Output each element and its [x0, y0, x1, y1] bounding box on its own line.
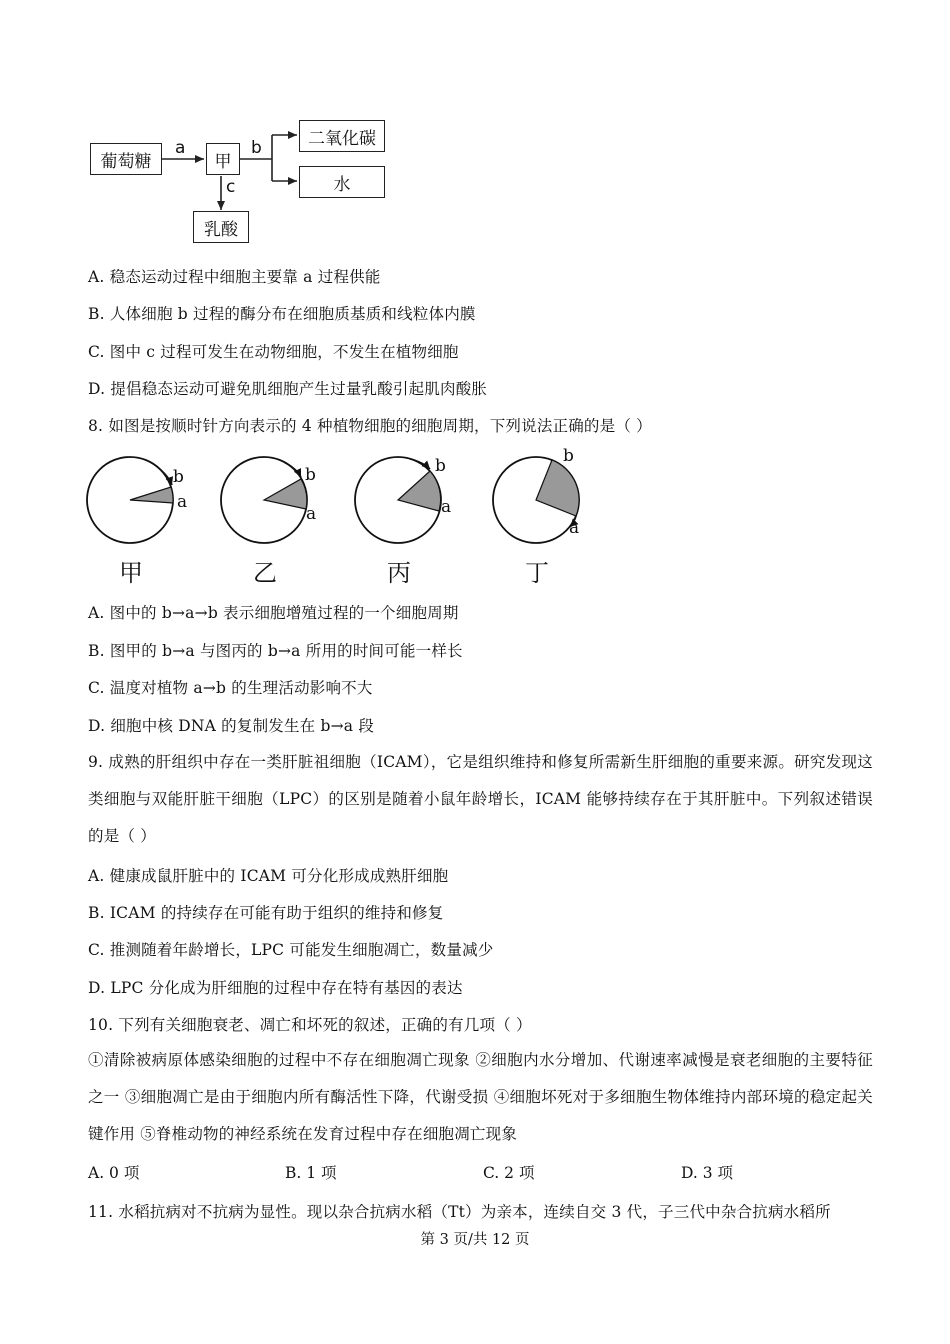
water-box: 水 [299, 166, 385, 198]
q11-stem: 11. 水稻抗病对不抗病为显性。现以杂合抗病水稻（Tt）为亲本，连续自交 3 代，子三代中杂合抗病水稻所 [88, 1203, 831, 1221]
glucose-box: 葡萄糖 [90, 143, 162, 175]
wheel-yi-label-b: b [305, 465, 316, 485]
wheel-yi-sector [264, 479, 307, 509]
q10-option-a: A. 0 项 [88, 1164, 140, 1182]
wheel-jia-label-a: a [177, 492, 188, 512]
q9-option-a: A. 健康成鼠肝脏中的 ICAM 可分化形成成熟肝细胞 [88, 867, 449, 885]
q7-option-d: D. 提倡稳态运动可避免肌细胞产生过量乳酸引起肌肉酸胀 [88, 380, 488, 398]
wheel-yi-name: 乙 [253, 559, 277, 587]
wheel-ding-label-a: a [569, 518, 580, 538]
q9-option-d: D. LPC 分化成为肝细胞的过程中存在特有基因的表达 [88, 979, 463, 997]
lactic-acid-box: 乳酸 [193, 211, 249, 243]
wheel-jia-sector [130, 487, 173, 503]
wheel-bing-label-a: a [441, 497, 452, 517]
q7-option-b: B. 人体细胞 b 过程的酶分布在细胞质基质和线粒体内膜 [88, 305, 476, 323]
wheel-bing-sector [398, 471, 441, 511]
q8-option-a: A. 图中的 b→a→b 表示细胞增殖过程的一个细胞周期 [88, 604, 459, 622]
co2-box: 二氧化碳 [299, 120, 385, 152]
q8-stem: 8. 如图是按顺时针方向表示的 4 种植物细胞的细胞周期，下列说法正确的是（ ） [88, 417, 652, 435]
q10-option-d: D. 3 项 [681, 1164, 734, 1182]
q9-option-c: C. 推测随着年龄增长，LPC 可能发生细胞凋亡，数量减少 [88, 941, 494, 959]
page-footer: 第 3 页/共 12 页 [420, 1232, 530, 1248]
cell-cycle-wheels [0, 0, 950, 600]
wheel-ding-label-b: b [563, 446, 574, 466]
arrow-label-a: a [175, 138, 186, 158]
q8-option-b: B. 图甲的 b→a 与图丙的 b→a 所用的时间可能一样长 [88, 642, 463, 660]
q10-statements: ①清除被病原体感染细胞的过程中不存在细胞凋亡现象 ②细胞内水分增加、代谢速率减慢是衰老细胞的主要特征之一 ③细胞凋亡是由于细胞内所有酶活性下降，代谢受损 ④细胞坏死对于多细胞生物体维持内部环境的稳定起关键作用 ⑤脊椎动物的神经系统在发育过程中存在细胞凋亡现象 [88, 1051, 873, 1143]
q9-stem: 9. 成熟的肝组织中存在一类肝脏祖细胞（ICAM），它是组织维持和修复所需新生肝细胞的重要来源。研究发现这类细胞与双能肝脏干细胞（LPC）的区别是随着小鼠年龄增长，ICAM 能够持续存在于其肝脏中。下列叙述错误的是（ ） [88, 753, 873, 845]
q8-option-d: D. 细胞中核 DNA 的复制发生在 b→a 段 [88, 717, 375, 735]
q7-option-c: C. 图中 c 过程可发生在动物细胞，不发生在植物细胞 [88, 343, 459, 361]
q9-option-b: B. ICAM 的持续存在可能有助于组织的维持和修复 [88, 904, 444, 922]
wheel-jia-label-b: b [173, 467, 184, 487]
q10-stem: 10. 下列有关细胞衰老、凋亡和坏死的叙述，正确的有几项（ ） [88, 1016, 532, 1034]
wheel-yi-label-a: a [306, 504, 317, 524]
wheel-bing-label-b: b [435, 456, 446, 476]
q8-option-c: C. 温度对植物 a→b 的生理活动影响不大 [88, 679, 373, 697]
q10-option-b: B. 1 项 [285, 1164, 337, 1182]
wheel-jia-name: 甲 [119, 559, 143, 587]
q7-option-a: A. 稳态运动过程中细胞主要靠 a 过程供能 [88, 268, 381, 286]
wheel-ding-name: 丁 [525, 559, 549, 587]
arrow-label-b: b [251, 138, 262, 158]
q10-option-c: C. 2 项 [483, 1164, 535, 1182]
wheel-bing-name: 丙 [387, 559, 411, 587]
jia-box: 甲 [206, 143, 240, 175]
arrow-label-c: c [226, 177, 236, 197]
wheel-ding-sector [536, 460, 579, 516]
